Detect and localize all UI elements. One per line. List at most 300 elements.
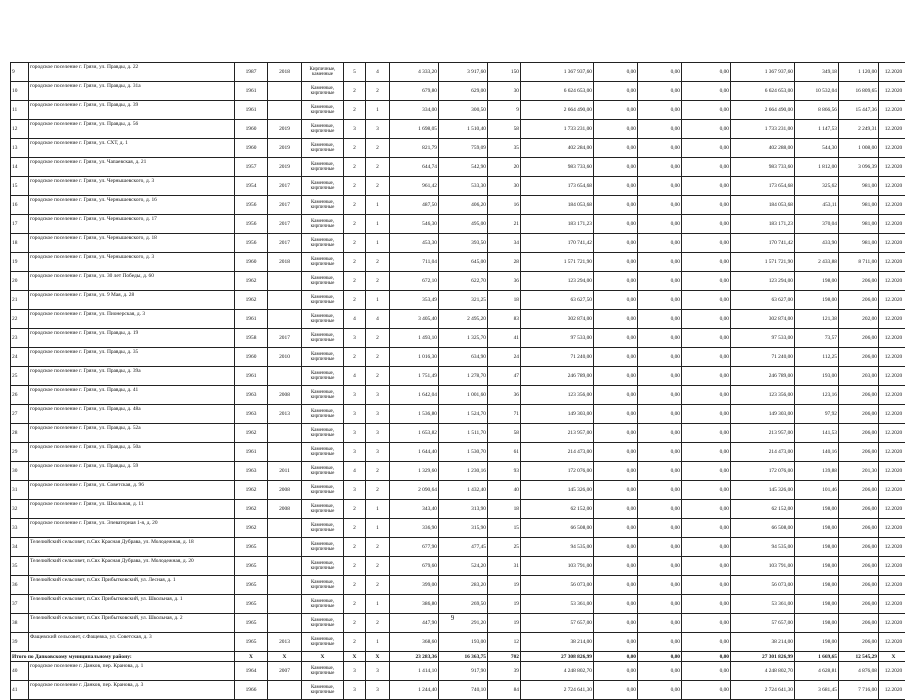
table-cell: 0,00 (682, 63, 731, 82)
table-cell: 15 (488, 519, 521, 538)
table-cell: 1966 (235, 681, 268, 700)
table-cell: 206,00 (839, 443, 879, 462)
table-cell: 300,50 (439, 101, 488, 120)
table-cell: 634,90 (439, 348, 488, 367)
table-cell: Каменные, кирпичные (302, 101, 344, 120)
table-cell: 961,42 (390, 177, 439, 196)
table-row (11, 662, 905, 681)
table-cell: 0,00 (682, 386, 731, 405)
table-cell: 2 664 490,00 (731, 101, 795, 120)
table-cell: 57 657,00 (731, 614, 795, 633)
table-cell: 141,53 (795, 424, 839, 443)
table-cell: 1 367 937,60 (731, 63, 795, 82)
table-cell: 4 (344, 310, 366, 329)
table-cell: 36 (488, 386, 521, 405)
table-cell: 1 536,80 (390, 405, 439, 424)
table-cell: 19 (488, 576, 521, 595)
table-cell: 84 (488, 681, 521, 700)
table-cell: 0,00 (682, 177, 731, 196)
table-cell: 0,00 (638, 348, 682, 367)
table-cell: 8 711,00 (839, 253, 879, 272)
table-cell: 1965 (235, 614, 268, 633)
table-cell: 94 535,00 (731, 538, 795, 557)
table-cell: Каменные, кирпичные (302, 310, 344, 329)
table-cell: 2 (344, 291, 366, 310)
table-cell: 0,00 (638, 614, 682, 633)
table-cell: 313,90 (439, 500, 488, 519)
table-cell: 19 (11, 253, 29, 272)
table-row (11, 329, 905, 348)
table-cell: 0,00 (682, 595, 731, 614)
table-cell: 402 284,00 (521, 139, 594, 158)
table-cell: Телелюйский сельсовет, п.Свх Прибытковский, ул. Школьная, д. 1 (29, 595, 235, 614)
table-cell: 0,00 (638, 557, 682, 576)
table-cell: 58 (488, 424, 521, 443)
table-cell: Каменные, кирпичные (302, 215, 344, 234)
table-cell: 19 (488, 614, 521, 633)
table-cell: 1961 (235, 82, 268, 101)
table-cell: 0,00 (594, 348, 638, 367)
table-cell: 63 627,50 (521, 291, 594, 310)
table-cell: 206,00 (839, 557, 879, 576)
table-cell: 0,00 (638, 120, 682, 139)
total-cell: 0,00 (682, 652, 731, 662)
table-cell: Каменные, кирпичные (302, 82, 344, 101)
table-cell: 32 (11, 500, 29, 519)
table-cell: 4 248 802,70 (521, 662, 594, 681)
total-cell: 1 669,65 (795, 652, 839, 662)
table-cell: 1 329,60 (390, 462, 439, 481)
table-cell: городское поселение г. Грязи, ул. 9 Мая, д. 28 (29, 291, 235, 310)
table-cell: 123 356,00 (521, 386, 594, 405)
table-cell: 1965 (235, 538, 268, 557)
table-cell: 5 (344, 63, 366, 82)
table-cell: 11 (11, 101, 29, 120)
table-cell: 3 (344, 405, 366, 424)
table-cell: 0,00 (594, 538, 638, 557)
table-cell: 13 (11, 139, 29, 158)
table-cell: 198,00 (795, 519, 839, 538)
table-cell: 0,00 (682, 576, 731, 595)
table-cell: 3 096,39 (839, 158, 879, 177)
table-row (11, 253, 905, 272)
table-cell: 1965 (235, 633, 268, 652)
table-cell: 16 809,65 (839, 82, 879, 101)
table-cell: городское поселение г. Грязи, ул. Советская, д. 96 (29, 481, 235, 500)
table-cell: 524,20 (439, 557, 488, 576)
table-cell: 0,00 (594, 310, 638, 329)
table-cell: 302 874,00 (521, 310, 594, 329)
table-cell: 12.2020 (879, 633, 905, 652)
table-cell: 18 (488, 291, 521, 310)
table-cell: 36 (11, 576, 29, 595)
table-cell: 0,00 (594, 272, 638, 291)
table-row (11, 120, 905, 139)
table-cell: 0,00 (682, 329, 731, 348)
table-cell: 203,00 (839, 367, 879, 386)
table-cell: 2 (344, 557, 366, 576)
table-cell: 1960 (235, 348, 268, 367)
table-cell: 206,00 (839, 481, 879, 500)
housing-repair-table (10, 62, 905, 700)
table-cell: 206,00 (839, 595, 879, 614)
table-cell: 172 076,00 (521, 462, 594, 481)
table-cell: 0,00 (682, 367, 731, 386)
table-cell: 12.2020 (879, 614, 905, 633)
table-cell (268, 367, 302, 386)
table-cell: 2 (344, 177, 366, 196)
table-cell: 206,00 (839, 386, 879, 405)
table-cell: 213 957,00 (521, 424, 594, 443)
table-cell: 1 510,40 (439, 120, 488, 139)
table-cell: 0,00 (594, 215, 638, 234)
table-row (11, 424, 905, 443)
table-cell: Каменные, кирпичные (302, 367, 344, 386)
table-cell: 6 624 653,00 (521, 82, 594, 101)
table-cell: 123,16 (795, 386, 839, 405)
table-cell: 1961 (235, 367, 268, 386)
table-cell: 20 (488, 158, 521, 177)
table-row (11, 82, 905, 101)
table-cell: городское поселение г. Грязи, ул. Чернышевского, д. 17 (29, 215, 235, 234)
table-cell: 1 147,53 (795, 120, 839, 139)
table-cell: Каменные, кирпичные (302, 291, 344, 310)
table-cell: 149 303,00 (521, 405, 594, 424)
table-cell: 0,00 (638, 405, 682, 424)
table-cell: 453,11 (795, 196, 839, 215)
table-cell: 40 (488, 481, 521, 500)
table-cell: 12.2020 (879, 291, 905, 310)
table-cell: 21 (488, 215, 521, 234)
table-cell: 2017 (268, 329, 302, 348)
table-cell: 12.2020 (879, 681, 905, 700)
table-cell: 370,04 (795, 215, 839, 234)
table-cell: 170 741,42 (731, 234, 795, 253)
table-cell: 1 (366, 291, 390, 310)
table-cell: 3 (366, 405, 390, 424)
table-row (11, 310, 905, 329)
table-cell: городское поселение г. Грязи, ул. 30 лет Победы, д. 60 (29, 272, 235, 291)
table-cell: 2 (366, 367, 390, 386)
table-cell: 0,00 (638, 196, 682, 215)
table-cell: 213 957,00 (731, 424, 795, 443)
table-cell: 28 (11, 424, 29, 443)
table-cell: 0,00 (638, 576, 682, 595)
table-cell: городское поселение г. Грязи, ул. Чернышевского, д. 18 (29, 234, 235, 253)
table-cell: 14 (11, 158, 29, 177)
table-cell: 184 053,68 (731, 196, 795, 215)
table-cell: 103 791,00 (521, 557, 594, 576)
table-cell: 644,74 (390, 158, 439, 177)
registry-table-sheet (10, 62, 884, 700)
table-cell: 170 741,42 (521, 234, 594, 253)
table-cell: 0,00 (682, 538, 731, 557)
table-cell: 2 (344, 519, 366, 538)
table-cell: Каменные, кирпичные (302, 234, 344, 253)
table-cell: 1956 (235, 215, 268, 234)
table-cell: 679,60 (390, 557, 439, 576)
table-cell: 0,00 (638, 443, 682, 462)
table-cell: 0,00 (682, 196, 731, 215)
table-cell: 2010 (268, 348, 302, 367)
table-cell: 12.2020 (879, 158, 905, 177)
table-cell: 0,00 (594, 519, 638, 538)
table-cell: 12.2020 (879, 576, 905, 595)
table-cell: 1957 (235, 158, 268, 177)
table-cell: 981,00 (839, 215, 879, 234)
table-cell: городское поселение г. Грязи, ул. Чернышевского, д. 3 (29, 253, 235, 272)
table-cell: 4 (344, 367, 366, 386)
table-cell: 1 (366, 101, 390, 120)
table-cell: 198,00 (795, 538, 839, 557)
table-cell: 12.2020 (879, 120, 905, 139)
table-row (11, 462, 905, 481)
table-cell: 145 326,00 (521, 481, 594, 500)
table-cell: 542,90 (439, 158, 488, 177)
table-cell: 544,30 (795, 139, 839, 158)
table-cell: 2019 (268, 139, 302, 158)
table-cell: 2 (366, 348, 390, 367)
table-cell: 24 (11, 348, 29, 367)
table-cell: 3 (344, 443, 366, 462)
table-cell: 315,90 (439, 519, 488, 538)
table-cell: городское поселение г. Грязи, ул. Правды, д. 48а (29, 405, 235, 424)
table-cell: 198,00 (795, 272, 839, 291)
table-cell: 677,90 (390, 538, 439, 557)
table-row (11, 234, 905, 253)
table-cell: 0,00 (594, 500, 638, 519)
table-cell: 30 (11, 462, 29, 481)
table-cell: 198,00 (795, 576, 839, 595)
table-cell: 2 (344, 348, 366, 367)
table-cell: городское поселение г. Грязи, ул. Правды, д. 22 (29, 63, 235, 82)
table-cell: 368,60 (390, 633, 439, 652)
table-cell: 0,00 (594, 367, 638, 386)
table-cell: 0,00 (594, 158, 638, 177)
table-cell: 198,00 (795, 614, 839, 633)
table-cell: Каменные, кирпичные (302, 500, 344, 519)
table-cell: 645,00 (439, 253, 488, 272)
table-cell: 2 495,20 (439, 310, 488, 329)
table-cell: Каменные, кирпичные (302, 386, 344, 405)
table-cell: 24 (488, 348, 521, 367)
table-cell: 0,00 (682, 291, 731, 310)
table-cell: 18 (488, 500, 521, 519)
table-cell: 679,80 (390, 82, 439, 101)
table-cell: Каменные, кирпичные (302, 139, 344, 158)
table-cell: 12.2020 (879, 234, 905, 253)
table-cell: 1 524,70 (439, 405, 488, 424)
table-cell: 198,00 (795, 291, 839, 310)
table-cell: 16 (488, 196, 521, 215)
table-cell: 12.2020 (879, 272, 905, 291)
table-row (11, 101, 905, 120)
table-cell: 0,00 (594, 443, 638, 462)
table-cell: 103 791,00 (731, 557, 795, 576)
table-cell: 206,00 (839, 405, 879, 424)
table-cell: 2 (344, 215, 366, 234)
table-cell: 1 698,05 (390, 120, 439, 139)
table-cell: 1 (366, 196, 390, 215)
table-cell: 0,00 (638, 500, 682, 519)
table-cell: 981,00 (839, 234, 879, 253)
table-cell: 123 294,00 (731, 272, 795, 291)
table-cell: 0,00 (682, 348, 731, 367)
table-cell: 12.2020 (879, 348, 905, 367)
table-cell: 0,00 (594, 63, 638, 82)
table-cell: 917,90 (439, 662, 488, 681)
table-cell: 1 244,40 (390, 681, 439, 700)
table-cell: 12.2020 (879, 215, 905, 234)
table-cell: 183 171,23 (521, 215, 594, 234)
table-cell: 28 (488, 253, 521, 272)
table-cell: 0,00 (638, 681, 682, 700)
table-cell: 63 627,00 (731, 291, 795, 310)
table-cell: 283,20 (439, 576, 488, 595)
table-cell: 0,00 (682, 272, 731, 291)
table-cell: 740,10 (439, 681, 488, 700)
table-cell: 1 812,00 (795, 158, 839, 177)
table-cell: 2 724 641,30 (521, 681, 594, 700)
table-cell: 0,00 (594, 82, 638, 101)
table-cell (268, 557, 302, 576)
table-cell: 0,00 (594, 462, 638, 481)
table-cell: 1 644,40 (390, 443, 439, 462)
table-cell: 1 733 231,00 (731, 120, 795, 139)
table-cell: 214 473,00 (521, 443, 594, 462)
table-cell: 97 533,00 (731, 329, 795, 348)
table-cell: 97,92 (795, 405, 839, 424)
table-cell: 145 326,00 (731, 481, 795, 500)
table-cell: 23 (11, 329, 29, 348)
table-cell: 12.2020 (879, 367, 905, 386)
table-cell: 2 (344, 82, 366, 101)
table-cell: 2008 (268, 500, 302, 519)
table-cell: 66 508,00 (731, 519, 795, 538)
table-cell: 1965 (235, 557, 268, 576)
table-cell: 12.2020 (879, 329, 905, 348)
table-cell: 0,00 (638, 82, 682, 101)
table-cell: 18 (11, 234, 29, 253)
table-cell: 2013 (268, 633, 302, 652)
table-cell: городское поселение г. Грязи, ул. Пионерская, д. 3 (29, 310, 235, 329)
table-cell: 3 (344, 120, 366, 139)
table-cell: 139,88 (795, 462, 839, 481)
table-cell: 1 (366, 595, 390, 614)
table-cell (268, 538, 302, 557)
table-cell: 16 (11, 196, 29, 215)
table-cell: 0,00 (682, 500, 731, 519)
table-cell: 629,00 (439, 82, 488, 101)
table-cell: 112,25 (795, 348, 839, 367)
table-cell: 2 (366, 177, 390, 196)
table-cell: 0,00 (682, 405, 731, 424)
table-cell: 172 076,00 (731, 462, 795, 481)
table-cell: 21 (11, 291, 29, 310)
table-cell: 206,00 (839, 614, 879, 633)
table-cell: 1962 (235, 481, 268, 500)
table-cell: 3 (344, 481, 366, 500)
table-cell: 12.2020 (879, 310, 905, 329)
table-cell: 2018 (268, 253, 302, 272)
table-cell: 12.2020 (879, 538, 905, 557)
table-cell: 10 (11, 82, 29, 101)
table-cell: 0,00 (638, 386, 682, 405)
table-cell (268, 443, 302, 462)
table-cell (268, 576, 302, 595)
table-cell: 0,00 (594, 196, 638, 215)
table-cell: 0,00 (682, 82, 731, 101)
table-cell: 12.2020 (879, 500, 905, 519)
table-cell: 3 917,60 (439, 63, 488, 82)
table-cell: 66 508,00 (521, 519, 594, 538)
table-cell (268, 82, 302, 101)
table-cell: 1962 (235, 519, 268, 538)
table-cell: 269,50 (439, 595, 488, 614)
table-row (11, 367, 905, 386)
table-cell (268, 291, 302, 310)
table-row (11, 405, 905, 424)
table-cell: 184 053,68 (521, 196, 594, 215)
table-cell: 2 (344, 253, 366, 272)
table-cell: 2011 (268, 462, 302, 481)
table-cell: 1960 (235, 120, 268, 139)
total-cell: 16 363,75 (439, 652, 488, 662)
table-cell: Каменные, кирпичные (302, 538, 344, 557)
table-cell: 198,00 (795, 500, 839, 519)
table-cell: 38 214,00 (731, 633, 795, 652)
table-cell: 399,00 (390, 576, 439, 595)
table-cell: 4 (366, 310, 390, 329)
table-cell: 2 433,88 (795, 253, 839, 272)
table-cell: 47 (488, 367, 521, 386)
table-cell: Каменные, кирпичные (302, 481, 344, 500)
table-cell: 983 733,60 (731, 158, 795, 177)
table-cell: 0,00 (594, 139, 638, 158)
table-cell: 6 624 653,00 (731, 82, 795, 101)
table-cell: 12.2020 (879, 481, 905, 500)
table-cell: Каменные, кирпичные (302, 329, 344, 348)
table-cell: 759,09 (439, 139, 488, 158)
table-cell: 41 (11, 681, 29, 700)
table-cell: 2 090,64 (390, 481, 439, 500)
table-row (11, 576, 905, 595)
table-cell (268, 424, 302, 443)
table-cell: городское поселение г. Грязи, ул. Правды, д. 50а (29, 443, 235, 462)
table-cell: 12.2020 (879, 557, 905, 576)
table-cell: 3 405,40 (390, 310, 439, 329)
table-cell: 2 (366, 82, 390, 101)
table-cell: 343,40 (390, 500, 439, 519)
table-cell: 983 733,60 (521, 158, 594, 177)
table-cell: 406,20 (439, 196, 488, 215)
table-cell: Каменные, кирпичные (302, 405, 344, 424)
table-cell: 0,00 (638, 538, 682, 557)
table-cell: 672,10 (390, 272, 439, 291)
table-cell: Фащевский сельсовет, с.Фащевка, ул. Советская, д. 3 (29, 633, 235, 652)
table-cell: 0,00 (682, 310, 731, 329)
table-row (11, 386, 905, 405)
table-cell: 12.2020 (879, 595, 905, 614)
table-cell: 206,00 (839, 576, 879, 595)
table-cell: 3 (344, 386, 366, 405)
table-cell: 0,00 (682, 424, 731, 443)
total-cell: 23 283,36 (390, 652, 439, 662)
table-cell: 1962 (235, 424, 268, 443)
table-cell: 1962 (235, 291, 268, 310)
table-cell: 206,00 (839, 291, 879, 310)
table-cell: 1 751,49 (390, 367, 439, 386)
